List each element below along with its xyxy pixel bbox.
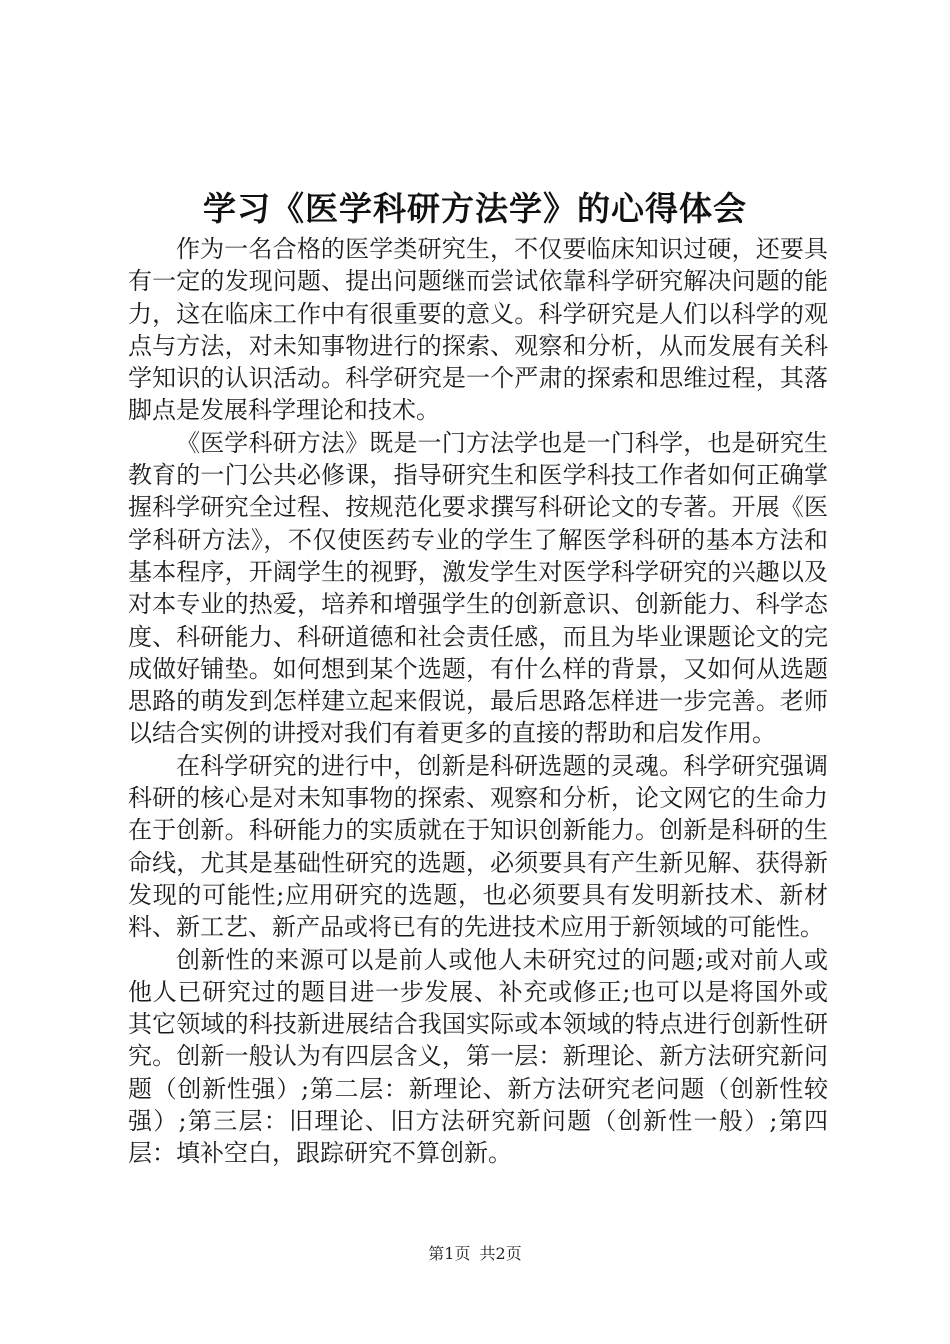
document-title: 学习《医学科研方法学》的心得体会 bbox=[203, 189, 747, 228]
paragraph-1: 作为一名合格的医学类研究生，不仅要临床知识过硬，还要具有一定的发现问题、提出问题继而尝试依靠科学研究解决问题的能力，这在临床工作中有很重要的意义。科学研究是人们以科学的观点与方法，对未知事物进行的探索、观察和分析，从而发展有关科学知识的认识活动。科学研究是一个严肃的探索和思维过程，其落脚点是发展科学理论和技术。 bbox=[128, 235, 828, 425]
page-number: 第1页 bbox=[428, 1244, 471, 1263]
paragraph-4: 创新性的来源可以是前人或他人未研究过的问题;或对前人或他人已研究过的题目进一步发展、补充或修正;也可以是将国外或其它领域的科技新进展结合我国实际或本领域的特点进行创新性研究。创新一般认为有四层含义，第一层：新理论、新方法研究新问题（创新性强）;第二层：新理论、新方法研究老问题（创新性较强）;第三层：旧理论、旧方法研究新问题（创新性一般）;第四层：填补空白，跟踪研究不算创新。 bbox=[128, 945, 828, 1168]
page-total: 共2页 bbox=[479, 1244, 522, 1263]
paragraph-2: 《医学科研方法》既是一门方法学也是一门科学，也是研究生教育的一门公共必修课，指导研究生和医学科技工作者如何正确掌握科学研究全过程、按规范化要求撰写科研论文的专著。开展《医学科研方法》，不仅使医药专业的学生了解医学科研的基本方法和基本程序，开阔学生的视野，激发学生对医学科学研究的兴趣以及对本专业的热爱，培养和增强学生的创新意识、创新能力、科学态度、科研能力、科研道德和社会责任感，而且为毕业课题论文的完成做好铺垫。如何想到某个选题，有什么样的背景，又如何从选题思路的萌发到怎样建立起来假说，最后思路怎样进一步完善。老师以结合实例的讲授对我们有着更多的直接的帮助和启发作用。 bbox=[128, 428, 828, 748]
page-footer bbox=[0, 1243, 950, 1265]
paragraph-3: 在科学研究的进行中，创新是科研选题的灵魂。科学研究强调科研的核心是对未知事物的探索、观察和分析，论文网它的生命力在于创新。科研能力的实质就在于知识创新能力。创新是科研的生命线，尤其是基础性研究的选题，必须要具有产生新见解、获得新发现的可能性;应用研究的选题，也必须要具有发明新技术、新材料、新工艺、新产品或将已有的先进技术应用于新领域的可能性。 bbox=[128, 751, 828, 942]
document-body bbox=[128, 233, 828, 1170]
